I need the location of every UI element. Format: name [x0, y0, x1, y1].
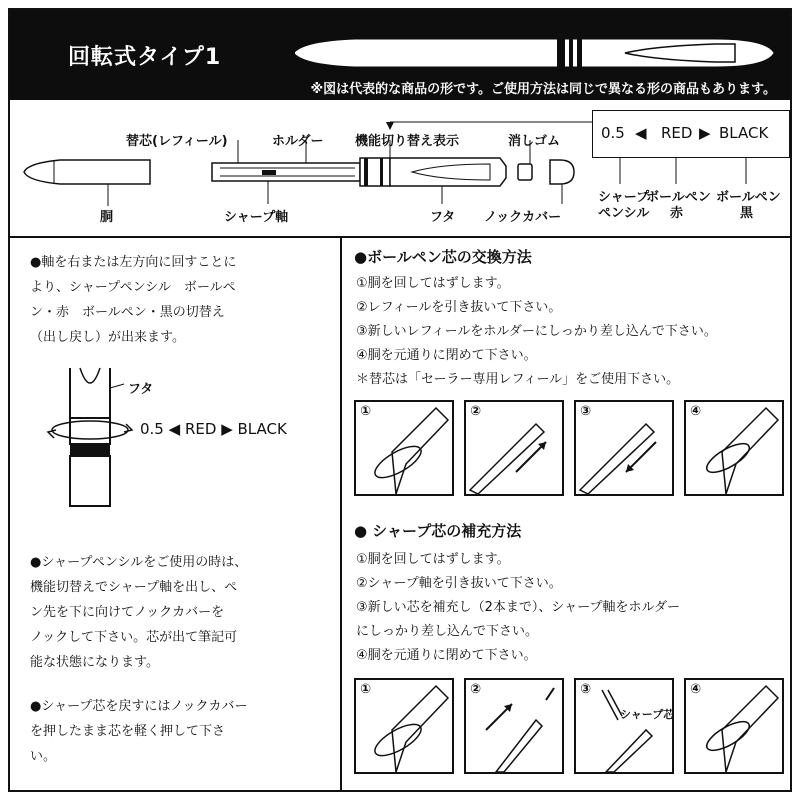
- label-switch-indicator: 機能切り替え表示: [355, 134, 460, 149]
- panel-close-illustration: [686, 402, 782, 494]
- label-indicator-pencil-1: シャープ: [598, 190, 650, 205]
- pencil-usage-line: ●シャープペンシルをご使用の時は、: [30, 555, 248, 570]
- lead-step: ①胴を回してはずします。: [356, 552, 510, 567]
- ballpen-panel-2: [464, 400, 564, 496]
- right-arrow-icon: ▶: [699, 124, 711, 142]
- header-pen-illustration: [295, 28, 785, 78]
- page-title: 回転式タイプ1: [68, 45, 222, 70]
- lead-panel-3: [574, 678, 674, 774]
- label-indicator-red-2: 赤: [670, 206, 684, 221]
- indicator-pencil: 0.5: [601, 124, 625, 142]
- label-lead: シャープ芯: [620, 708, 675, 721]
- label-pencil-shaft: シャープ軸: [224, 210, 289, 225]
- rotation-indicator: [140, 420, 287, 438]
- rotation-illustration: [10, 358, 340, 518]
- lead-step: ④胴を元通りに閉めて下さい。: [356, 648, 537, 663]
- ballpen-note: ＊替芯は「セーラー専用レフィール」をご使用下さい。: [356, 372, 680, 387]
- label-cap: フタ: [430, 210, 456, 225]
- left-column: [10, 238, 342, 790]
- ballpen-section-title: ●ボールペン芯の交換方法: [354, 248, 532, 266]
- pencil-usage-line: ノックして下さい。芯が出て筆記可: [30, 630, 238, 645]
- lead-step: ③新しい芯を補充し（2本まで）、シャープ軸をホルダー: [356, 600, 680, 615]
- indicator-red: RED: [661, 124, 693, 142]
- rotation-indicator-red: RED: [184, 420, 217, 438]
- panel-insert-lead-illustration: [576, 680, 675, 772]
- ballpen-panel-3: [574, 400, 674, 496]
- ballpen-panel-1: [354, 400, 454, 496]
- label-holder: ホルダー: [272, 134, 324, 149]
- instruction-sheet: [8, 8, 792, 792]
- label-indicator-red-1: ボールペン: [646, 190, 711, 205]
- right-column: [342, 238, 790, 790]
- label-indicator-black-1: ボールペン: [716, 190, 781, 205]
- header-note: ※図は代表的な商品の形です。ご使用方法は同じで異なる形の商品もあります。: [310, 82, 776, 97]
- label-refill: 替芯(レフィール): [126, 134, 228, 149]
- ballpen-panel-4: [684, 400, 784, 496]
- indicator-box: [592, 110, 790, 158]
- panel-number: ④: [690, 404, 702, 419]
- lead-panel-4: [684, 678, 784, 774]
- panel-pull-shaft-illustration: [466, 680, 562, 772]
- label-rotate-cap: フタ: [128, 382, 154, 397]
- panel-rotate-illustration: [356, 680, 452, 772]
- lead-step: にしっかり差し込んで下さい。: [356, 624, 539, 639]
- lead-step: ②シャープ軸を引き抜いて下さい。: [356, 576, 562, 591]
- pencil-usage-line: 機能切替えでシャープ軸を出し、ペ: [30, 580, 238, 595]
- panel-number: ②: [470, 682, 482, 697]
- pencil-usage-line: ン先を下に向けてノックカバーを: [30, 605, 225, 620]
- label-knock-cover: ノックカバー: [484, 210, 562, 225]
- label-body: 胴: [100, 210, 114, 225]
- intro-line: ●軸を右または左方向に回すことに: [30, 255, 237, 270]
- panel-rotate-illustration: [356, 402, 452, 494]
- pencil-usage-line: 能な状態になります。: [30, 655, 159, 670]
- panel-number: ①: [360, 682, 372, 697]
- lead-panel-2: [464, 678, 564, 774]
- label-eraser: 消しゴム: [508, 134, 561, 149]
- rotation-indicator-pencil: 0.5: [140, 420, 164, 438]
- label-indicator-black-2: 黒: [740, 206, 754, 221]
- ballpen-step: ④胴を元通りに閉めて下さい。: [356, 348, 537, 363]
- intro-line: ン・赤 ボールペン・黒の切替え: [30, 305, 225, 320]
- panel-close-illustration: [686, 680, 782, 772]
- panel-number: ①: [360, 404, 372, 419]
- panel-pull-illustration: [466, 402, 562, 494]
- left-arrow-icon: ◀: [168, 420, 185, 438]
- retract-line: い。: [30, 749, 57, 764]
- rotation-indicator-black: BLACK: [237, 420, 287, 438]
- panel-number: ④: [690, 682, 702, 697]
- ballpen-step: ②レフィールを引き抜いて下さい。: [356, 300, 562, 315]
- panel-number: ③: [580, 404, 592, 419]
- ballpen-step: ③新しいレフィールをホルダーにしっかり差し込んで下さい。: [356, 324, 717, 339]
- ballpen-step: ①胴を回してはずします。: [356, 276, 510, 291]
- panel-insert-illustration: [576, 402, 672, 494]
- intro-line: より、シャープペンシル ボールペ: [30, 280, 236, 295]
- intro-paragraph: [30, 250, 320, 350]
- right-arrow-icon: ▶: [221, 420, 233, 438]
- panel-number: ②: [470, 404, 482, 419]
- retract-paragraph: [30, 694, 320, 769]
- retract-line: を押したまま芯を軽く押して下さ: [30, 724, 226, 739]
- label-indicator-pencil-2: ペンシル: [598, 206, 650, 221]
- left-arrow-icon: ◀: [635, 124, 647, 142]
- lead-section-title: ● シャープ芯の補充方法: [354, 522, 522, 540]
- panel-number: ③: [580, 682, 592, 697]
- header-bar: [10, 10, 790, 100]
- lead-panel-1: [354, 678, 454, 774]
- indicator-black: BLACK: [719, 124, 769, 142]
- intro-line: （出し戻し）が出来ます。: [30, 330, 185, 345]
- retract-line: ●シャープ芯を戻すにはノックカバー: [30, 699, 248, 714]
- pencil-usage-paragraph: [30, 550, 320, 675]
